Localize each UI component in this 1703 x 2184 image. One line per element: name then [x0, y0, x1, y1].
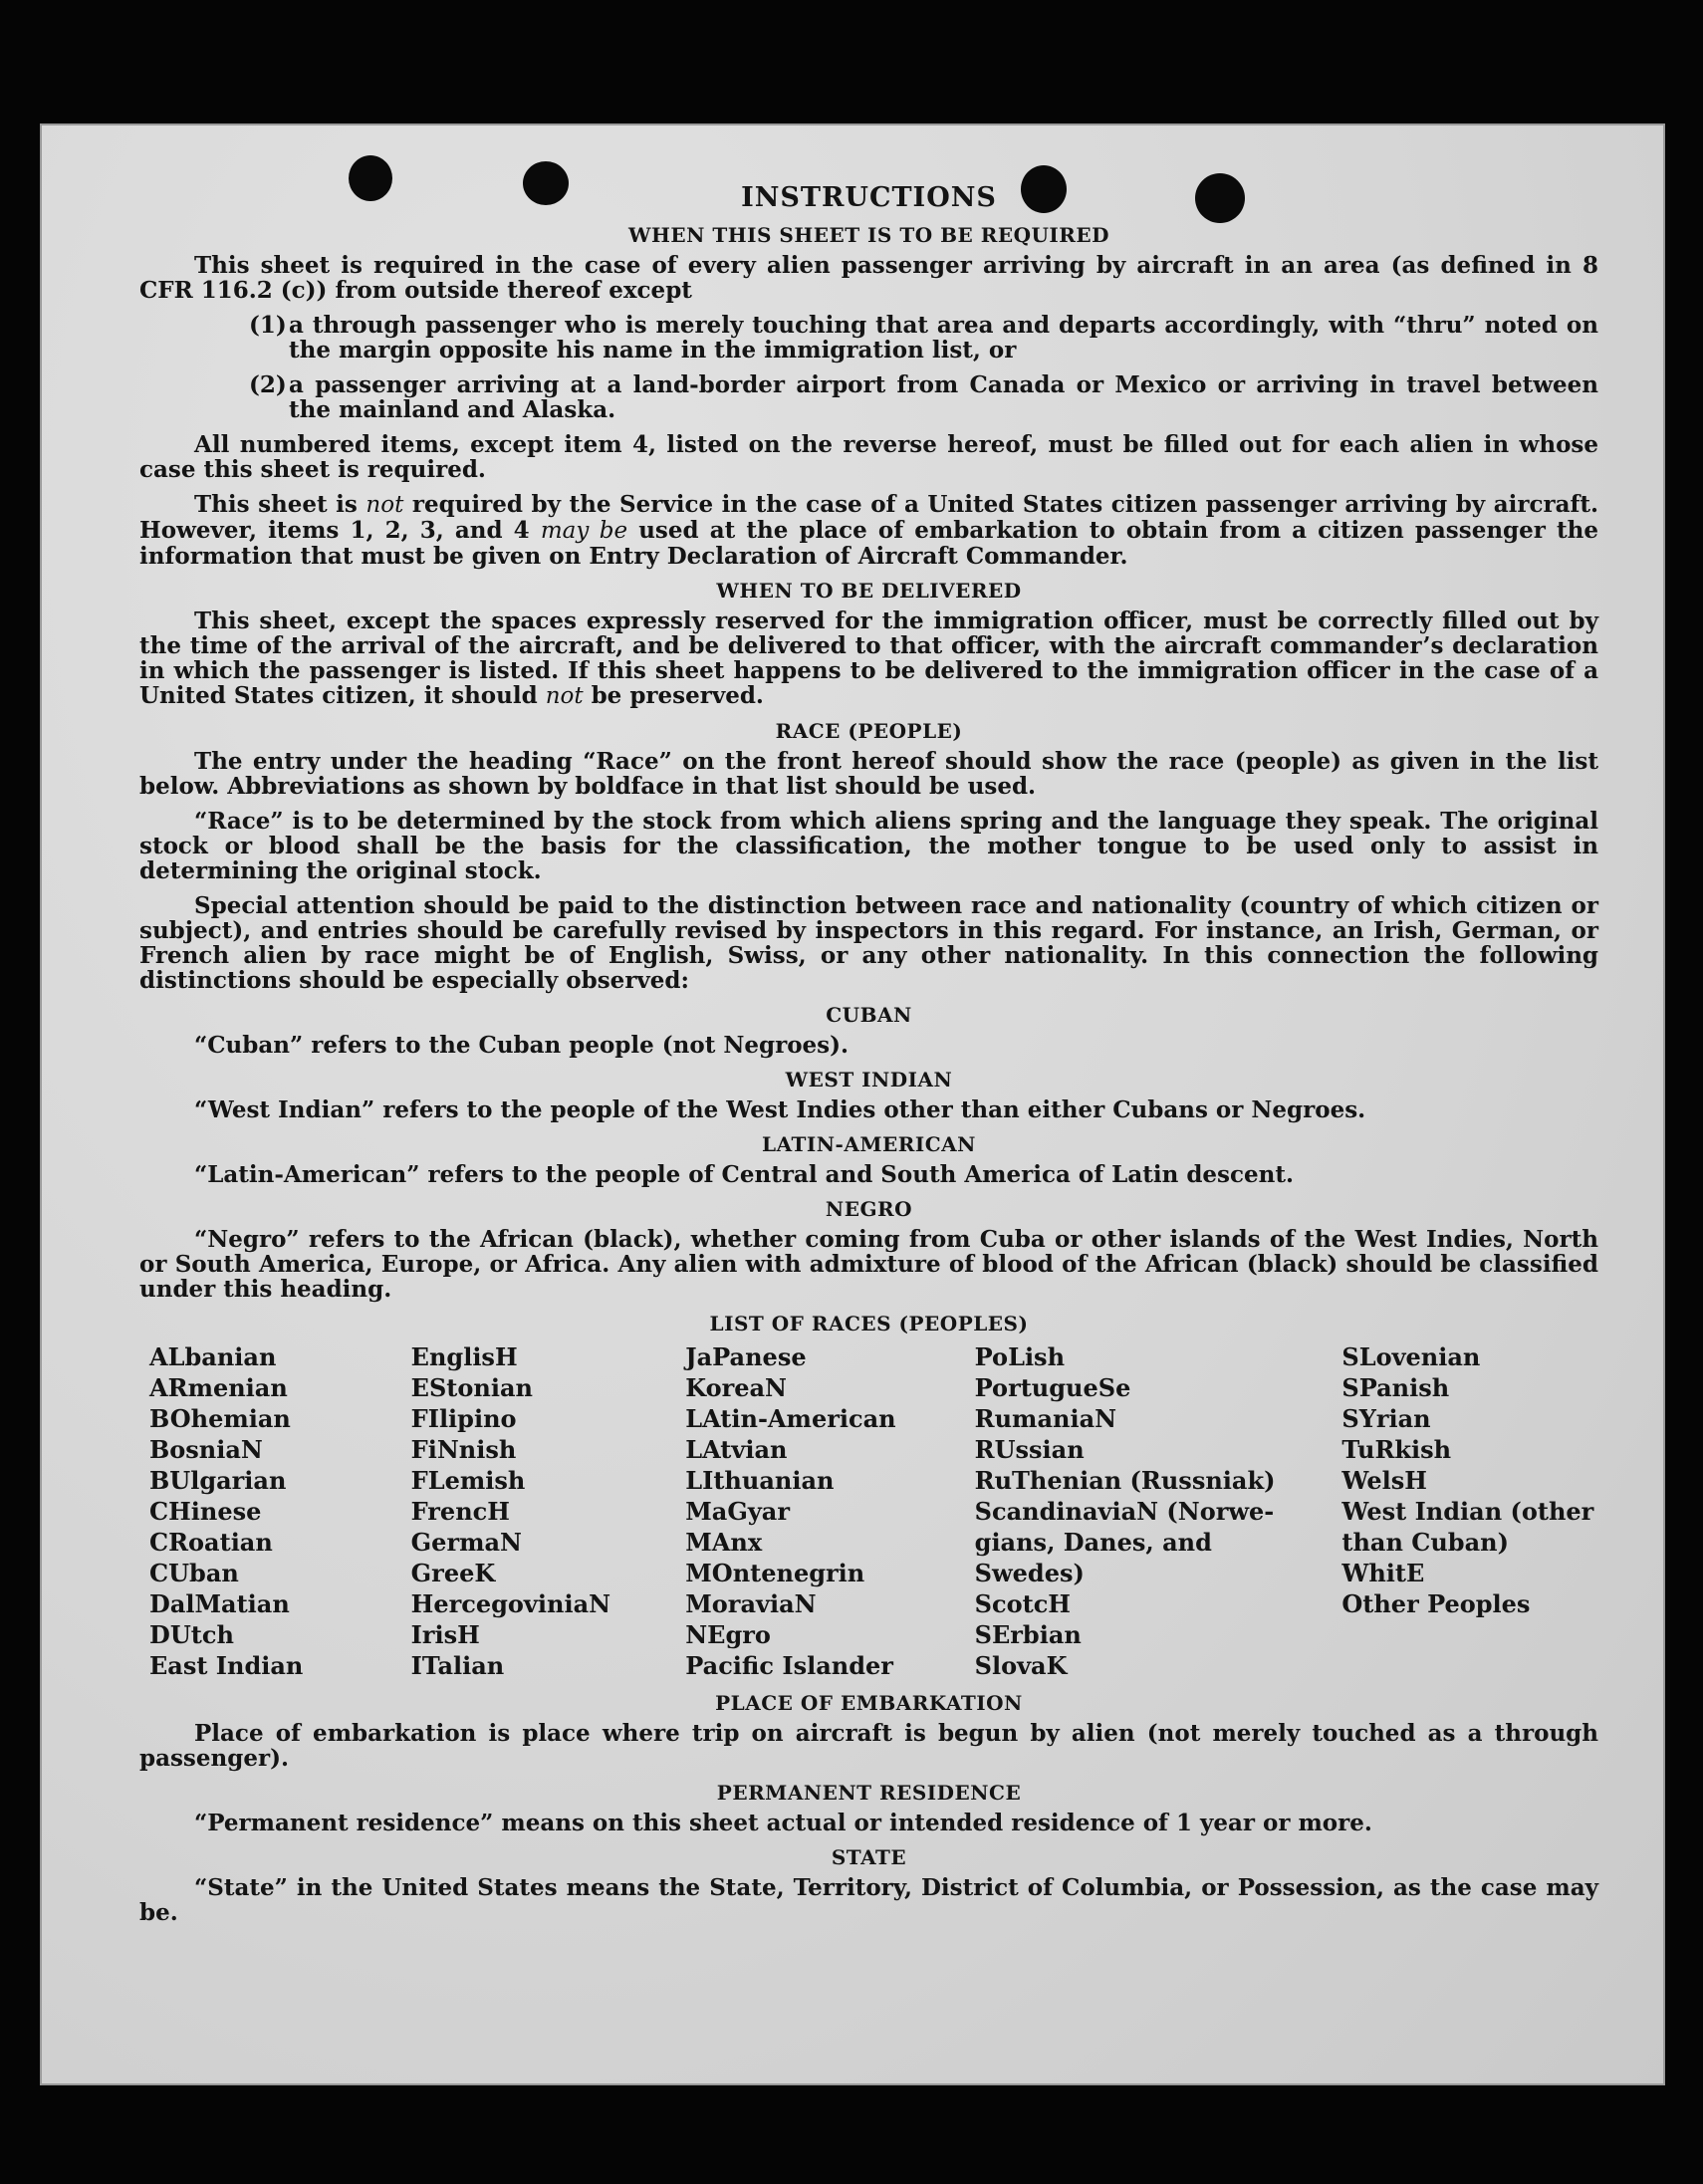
paragraph-numbered-items: All numbered items, except item 4, listed on the reverse hereof, must be filled out for each alien in whose case this sheet is required. [139, 431, 1598, 483]
race-entry: ScotcH [974, 1589, 1071, 1618]
text-run: be preserved. [583, 682, 764, 709]
race-entry: RumaniaN [974, 1404, 1117, 1433]
italic-run: not [365, 492, 404, 518]
paragraph-negro: “Negro” refers to the African (black), whether coming from Cuba or other islands of the West Indies, North or South America, Europe, or Africa. Any alien with admixture of blood of the African (black) should be classified under this heading. [139, 1226, 1598, 1303]
heading-west-indian: WEST INDIAN [785, 1068, 953, 1092]
paragraph-race-stock: “Race” is to be determined by the stock from which aliens spring and the language they speak. The original stock or blood shall be the basis for the classification, the mother tongue to be used only to assist in determining the original stock. [139, 808, 1598, 884]
paragraph-race-entry: The entry under the heading “Race” on the front hereof should show the race (people) as given in the list below. Abbreviations as shown by boldface in that list should be used. [139, 748, 1598, 800]
race-entry: CRoatian [149, 1528, 273, 1557]
race-entry: NEgro [685, 1620, 771, 1649]
heading-when-delivered: WHEN TO BE DELIVERED [716, 579, 1022, 603]
race-entry: DalMatian [149, 1589, 290, 1618]
race-entry: SLovenian [1341, 1342, 1481, 1371]
race-entry: RUssian [974, 1435, 1085, 1464]
exception-number: (1) [249, 312, 287, 339]
race-entry: PoLish [974, 1342, 1066, 1371]
italic-run: may be [540, 518, 628, 544]
text-run: This sheet, except the spaces expressly reserved for the immigration officer, must be correctly filled out by the time of the arrival of the aircraft, and be delivered to that officer, with the aircraft commander’s declaration in which the passenger is listed. If this sheet happens to be delivered to the immigration officer in the case of a United States citizen, it should [139, 607, 1598, 709]
heading-embarkation: PLACE OF EMBARKATION [715, 1691, 1023, 1715]
race-entry: BUlgarian [149, 1466, 287, 1495]
race-entry: MAnx [685, 1528, 763, 1557]
paragraph-citizen [139, 492, 1598, 569]
paragraph-required-intro: This sheet is required in the case of every alien passenger arriving by aircraft in an area (as defined in 8 CFR 116.2 (c)) from outside thereof except [139, 252, 1598, 304]
document-sheet [40, 123, 1665, 2085]
heading-permanent-residence: PERMANENT RESIDENCE [716, 1781, 1022, 1805]
paragraph-cuban: “Cuban” refers to the Cuban people (not Negroes). [194, 1032, 850, 1059]
race-column [1332, 1341, 1598, 1681]
race-entry: LIthuanian [685, 1466, 835, 1495]
heading-latin-american: LATIN-AMERICAN [762, 1132, 976, 1156]
race-entry: than Cuban) [1341, 1528, 1509, 1557]
paragraph-state: “State” in the United States means the State, Territory, District of Columbia, or Possession, as the case may be. [139, 1874, 1598, 1926]
race-entry: EStonian [410, 1373, 533, 1402]
race-column [965, 1341, 1333, 1681]
race-entry: West Indian (other [1341, 1497, 1594, 1526]
paragraph-embarkation: Place of embarkation is place where trip on aircraft is begun by alien (not merely touched as a through passenger). [139, 1720, 1598, 1772]
race-column [401, 1341, 676, 1681]
race-entry: Pacific Islander [685, 1651, 893, 1680]
race-entry: DUtch [149, 1620, 234, 1649]
text-run: This sheet is [194, 491, 366, 518]
heading-race: RACE (PEOPLE) [775, 719, 963, 743]
race-entry: MoraviaN [685, 1589, 817, 1618]
exception-text: a through passenger who is merely touching that area and departs accordingly, with “thru” noted on the margin opposite his name in the immigration list, or [289, 312, 1598, 364]
race-entry: MaGyar [685, 1497, 790, 1526]
race-column [139, 1341, 401, 1681]
heading-negro: NEGRO [825, 1197, 913, 1221]
paragraph-latin-american: “Latin-American” refers to the people of Central and South America of Latin descent. [194, 1161, 1294, 1188]
race-entry: Swedes) [974, 1559, 1085, 1587]
race-entry: FLemish [410, 1466, 526, 1495]
race-entry: WelsH [1341, 1466, 1427, 1495]
race-entry: gians, Danes, and [974, 1528, 1212, 1557]
race-entry: GermaN [410, 1528, 522, 1557]
race-entry: FiNnish [410, 1435, 517, 1464]
paragraph-west-indian: “West Indian” refers to the people of the West Indies other than either Cubans or Negroes. [194, 1096, 1366, 1123]
paragraph-race-nationality: Special attention should be paid to the distinction between race and nationality (country of which citizen or subject), and entries should be carefully revised by inspectors in this regard. For instance, an Irish, German, or French alien by race might be of English, Swiss, or any other nationality. In this connection the following distinctions should be especially observed: [139, 892, 1598, 994]
race-entry: LAtin-American [685, 1404, 896, 1433]
race-entry: WhitE [1341, 1559, 1425, 1587]
text-run: used at the place of embarkation to obtain from a citizen passenger the information that must be given on Entry Declaration of Aircraft Commander. [139, 517, 1598, 570]
race-entry: EnglisH [410, 1342, 518, 1371]
race-entry: FrencH [410, 1497, 510, 1526]
text-run: required by the Service in the case of a United States citizen passenger arriving by aircraft. However, items 1, 2, 3, and 4 [139, 491, 1598, 544]
race-entry: BosniaN [149, 1435, 263, 1464]
race-entry: SYrian [1341, 1404, 1431, 1433]
race-entry: East Indian [149, 1651, 304, 1680]
race-entry: RuThenian (Russniak) [974, 1466, 1276, 1495]
race-entry: JaPanese [685, 1342, 807, 1371]
race-entry: SlovaK [974, 1651, 1068, 1680]
page-title: INSTRUCTIONS [741, 182, 997, 213]
heading-cuban: CUBAN [826, 1003, 912, 1027]
race-entry: FIlipino [410, 1404, 517, 1433]
race-entry: MOntenegrin [685, 1559, 865, 1587]
race-entry: PortugueSe [974, 1373, 1131, 1402]
paragraph-permanent-residence: “Permanent residence” means on this sheet actual or intended residence of 1 year or more. [194, 1810, 1372, 1836]
race-entry: BOhemian [149, 1404, 291, 1433]
heading-list-of-races: LIST OF RACES (PEOPLES) [709, 1312, 1029, 1335]
race-entry: IrisH [410, 1620, 480, 1649]
exception-text: a passenger arriving at a land-border airport from Canada or Mexico or arriving in travel between the mainland and Alaska. [289, 371, 1598, 423]
race-entry: Other Peoples [1341, 1589, 1531, 1618]
exception-number: (2) [249, 371, 287, 398]
race-entry: LAtvian [685, 1435, 788, 1464]
race-entry: KoreaN [685, 1373, 787, 1402]
race-list [139, 1341, 1598, 1681]
heading-when-required: WHEN THIS SHEET IS TO BE REQUIRED [628, 223, 1109, 247]
italic-run: not [545, 683, 584, 709]
race-entry: ALbanian [149, 1342, 277, 1371]
exception-item [139, 313, 1598, 363]
exception-item [139, 372, 1598, 422]
race-column [675, 1341, 964, 1681]
race-entry: CUban [149, 1559, 239, 1587]
race-entry: TuRkish [1341, 1435, 1452, 1464]
race-entry: CHinese [149, 1497, 262, 1526]
race-entry: SPanish [1341, 1373, 1450, 1402]
race-entry: GreeK [410, 1559, 496, 1587]
race-entry: ITalian [410, 1651, 505, 1680]
paragraph-delivery [139, 608, 1598, 709]
race-entry: SErbian [974, 1620, 1082, 1649]
race-entry: ARmenian [149, 1373, 288, 1402]
heading-state: STATE [831, 1845, 907, 1869]
instructions-body [139, 183, 1598, 1935]
race-entry: HercegoviniaN [410, 1589, 611, 1618]
race-entry: ScandinaviaN (Norwe- [974, 1497, 1275, 1526]
